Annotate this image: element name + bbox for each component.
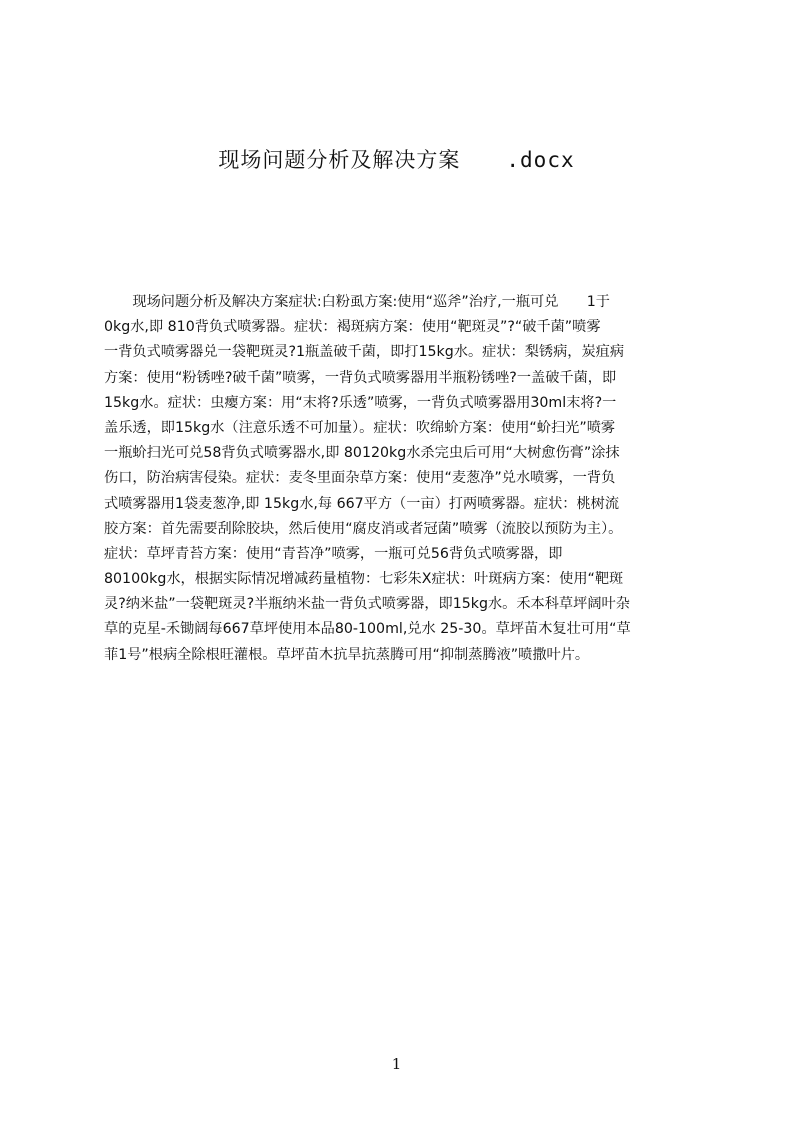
body-line: 15kg水。症状：虫瘿方案：用“末将?乐透”喷雾，一背负式喷雾器用30ml末将?一 <box>104 394 617 411</box>
body-line: 式喷雾器用1袋麦葱净,即 15kg水,每 667平方（一亩）打两喷雾器。症状：桃树流 <box>104 495 620 512</box>
document-body <box>104 290 698 668</box>
body-line: 灵?纳米盐”一袋靶斑灵?半瓶纳米盐一背负式喷雾器，即15kg水。禾本科草坪阔叶杂 <box>104 596 630 613</box>
body-line: 伤口，防治病害侵染。症状：麦冬里面杂草方案：使用“麦葱净”兑水喷雾，一背负 <box>104 470 616 487</box>
body-line: 症状：草坪青苔方案：使用“青苔净”喷雾，一瓶可兑56背负式喷雾器，即 <box>104 545 563 562</box>
body-line: 菲1号”根病全除根旺灌根。草坪苗木抗旱抗蒸腾可用“抑制蒸腾液”喷撒叶片。 <box>104 646 590 663</box>
body-line: 80100kg水，根据实际情况增减药量植物：七彩朱Ⅹ症状：叶斑病方案：使用“靶斑 <box>104 571 624 588</box>
document-title-extension: .docx <box>506 148 575 172</box>
body-line: 一背负式喷雾器兑一袋靶斑灵?1瓶盖破千菌，即打15kg水。症状：梨锈病，炭疽病 <box>104 344 625 361</box>
body-line: 盖乐透，即15kg水（注意乐透不可加量）。症状：吹绵蚧方案：使用“蚧扫光”喷雾 <box>104 419 616 436</box>
document-title-text: 现场问题分析及解决方案 <box>218 148 461 172</box>
body-line: 0kg水,即 810背负式喷雾器。症状：褐斑病方案：使用“靶斑灵”?“破千菌”喷雾 <box>104 319 601 336</box>
document-title <box>0 144 793 174</box>
page-number: 1 <box>391 1055 402 1073</box>
body-line: 胶方案：首先需要刮除胶块，然后使用“腐皮消或者冠菌”喷雾（流胶以预防为主）。 <box>104 520 623 537</box>
body-line: 草的克星-禾锄阔每667草坪使用本品80-100ml,兑水 25-30。草坪苗木复壮可用“草 <box>104 621 631 638</box>
body-line: 一瓶蚧扫光可兑58背负式喷雾器水,即 80120kg水杀完虫后可用“大树愈伤膏”涂抹 <box>104 445 620 462</box>
body-line: 方案：使用“粉锈唑?破千菌”喷雾，一背负式喷雾器用半瓶粉锈唑?一盖破千菌，即 <box>104 369 617 386</box>
body-line: 现场问题分析及解决方案症状:白粉虱方案:使用“巡斧”治疗,一瓶可兑 1于 <box>104 294 610 310</box>
